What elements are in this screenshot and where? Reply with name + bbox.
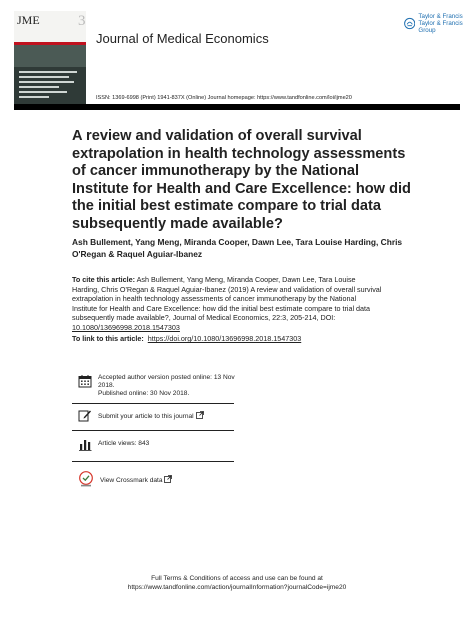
citation-doi[interactable]: 10.1080/13696998.2018.1547303 (72, 322, 180, 332)
cover-acronym: JME (17, 13, 40, 27)
header-rule (14, 104, 460, 110)
publication-dates-row (78, 374, 238, 398)
crossmark-label[interactable]: View Crossmark data (100, 477, 163, 484)
cover-text-lines (19, 71, 79, 101)
crossmark-icon (78, 471, 94, 487)
crossmark-link[interactable] (100, 475, 172, 485)
crossmark-row[interactable] (78, 471, 238, 487)
footer (0, 574, 474, 592)
publisher-name-line1: Taylor & Francis (418, 13, 463, 20)
issn-line[interactable]: ISSN: 1369-6998 (Print) 1941-837X (Online) Journal homepage: https://www.tandfonline.com/loi/ijme20 (96, 95, 352, 101)
publication-dates (98, 374, 238, 398)
article-title: A review and validation of overall survival extrapolation in health technology assessments of cancer immunotherapy by the National Institute for Health and Care Excellence: how did the initial best estimate compare to trial data subsequently made available? (72, 128, 411, 232)
publisher-name-line2: Taylor & Francis Group (418, 20, 463, 35)
publisher-logo-icon (404, 17, 415, 30)
divider (72, 430, 234, 431)
submit-article-label[interactable]: Submit your article to this journal (98, 413, 194, 420)
calendar-icon (78, 374, 92, 388)
article-views: Article views: 843 (98, 440, 150, 447)
article-views-row (78, 437, 238, 451)
citation-text: Ash Bullement, Yang Meng, Miranda Cooper, Dawn Lee, Tara Louise Harding, Chris O'Regan & Raquel Aguiar-Ibanez (2019) A review and validation of overall survival extrapolation in health technology assessments of cancer immunotherapy by the National Institute for Health and Care Excellence: how did the initial best estimate compare to trial data subsequently made available?, Journal of Medical Economics, 22:3, 205-214, DOI: (72, 275, 382, 323)
accepted-date: Accepted author version posted online: 13 Nov 2018. (98, 374, 235, 389)
article-doi-link[interactable]: https://doi.org/10.1080/13696998.2018.1547303 (147, 334, 302, 343)
submit-pencil-icon (78, 408, 92, 422)
journal-cover-image[interactable] (14, 11, 86, 105)
link-label: To link to this article: (72, 334, 144, 343)
publisher-logo (404, 13, 474, 34)
divider (72, 403, 234, 404)
cover-number: 3 (78, 13, 86, 29)
journal-title: Journal of Medical Economics (96, 31, 269, 46)
footer-terms-link[interactable]: https://www.tandfonline.com/action/journalInformation?journalCode=ijme20 (127, 584, 347, 591)
article-link-line (72, 334, 301, 343)
external-link-icon (196, 411, 204, 419)
divider (72, 461, 234, 462)
article-authors: Ash Bullement, Yang Meng, Miranda Cooper, Dawn Lee, Tara Louise Harding, Chris O'Regan & Raquel Aguiar-Ibanez (72, 237, 403, 259)
published-date: Published online: 30 Nov 2018. (98, 390, 190, 397)
cover-picture (14, 45, 86, 67)
citation-block (72, 275, 382, 333)
citation-label: To cite this article: (72, 275, 135, 284)
submit-article-row[interactable] (78, 408, 238, 422)
bar-chart-icon (78, 437, 92, 451)
footer-terms: Full Terms & Conditions of access and use can be found at (151, 575, 323, 582)
publisher-name (418, 13, 474, 34)
external-link-icon (164, 475, 172, 483)
submit-article-link[interactable] (98, 411, 204, 421)
